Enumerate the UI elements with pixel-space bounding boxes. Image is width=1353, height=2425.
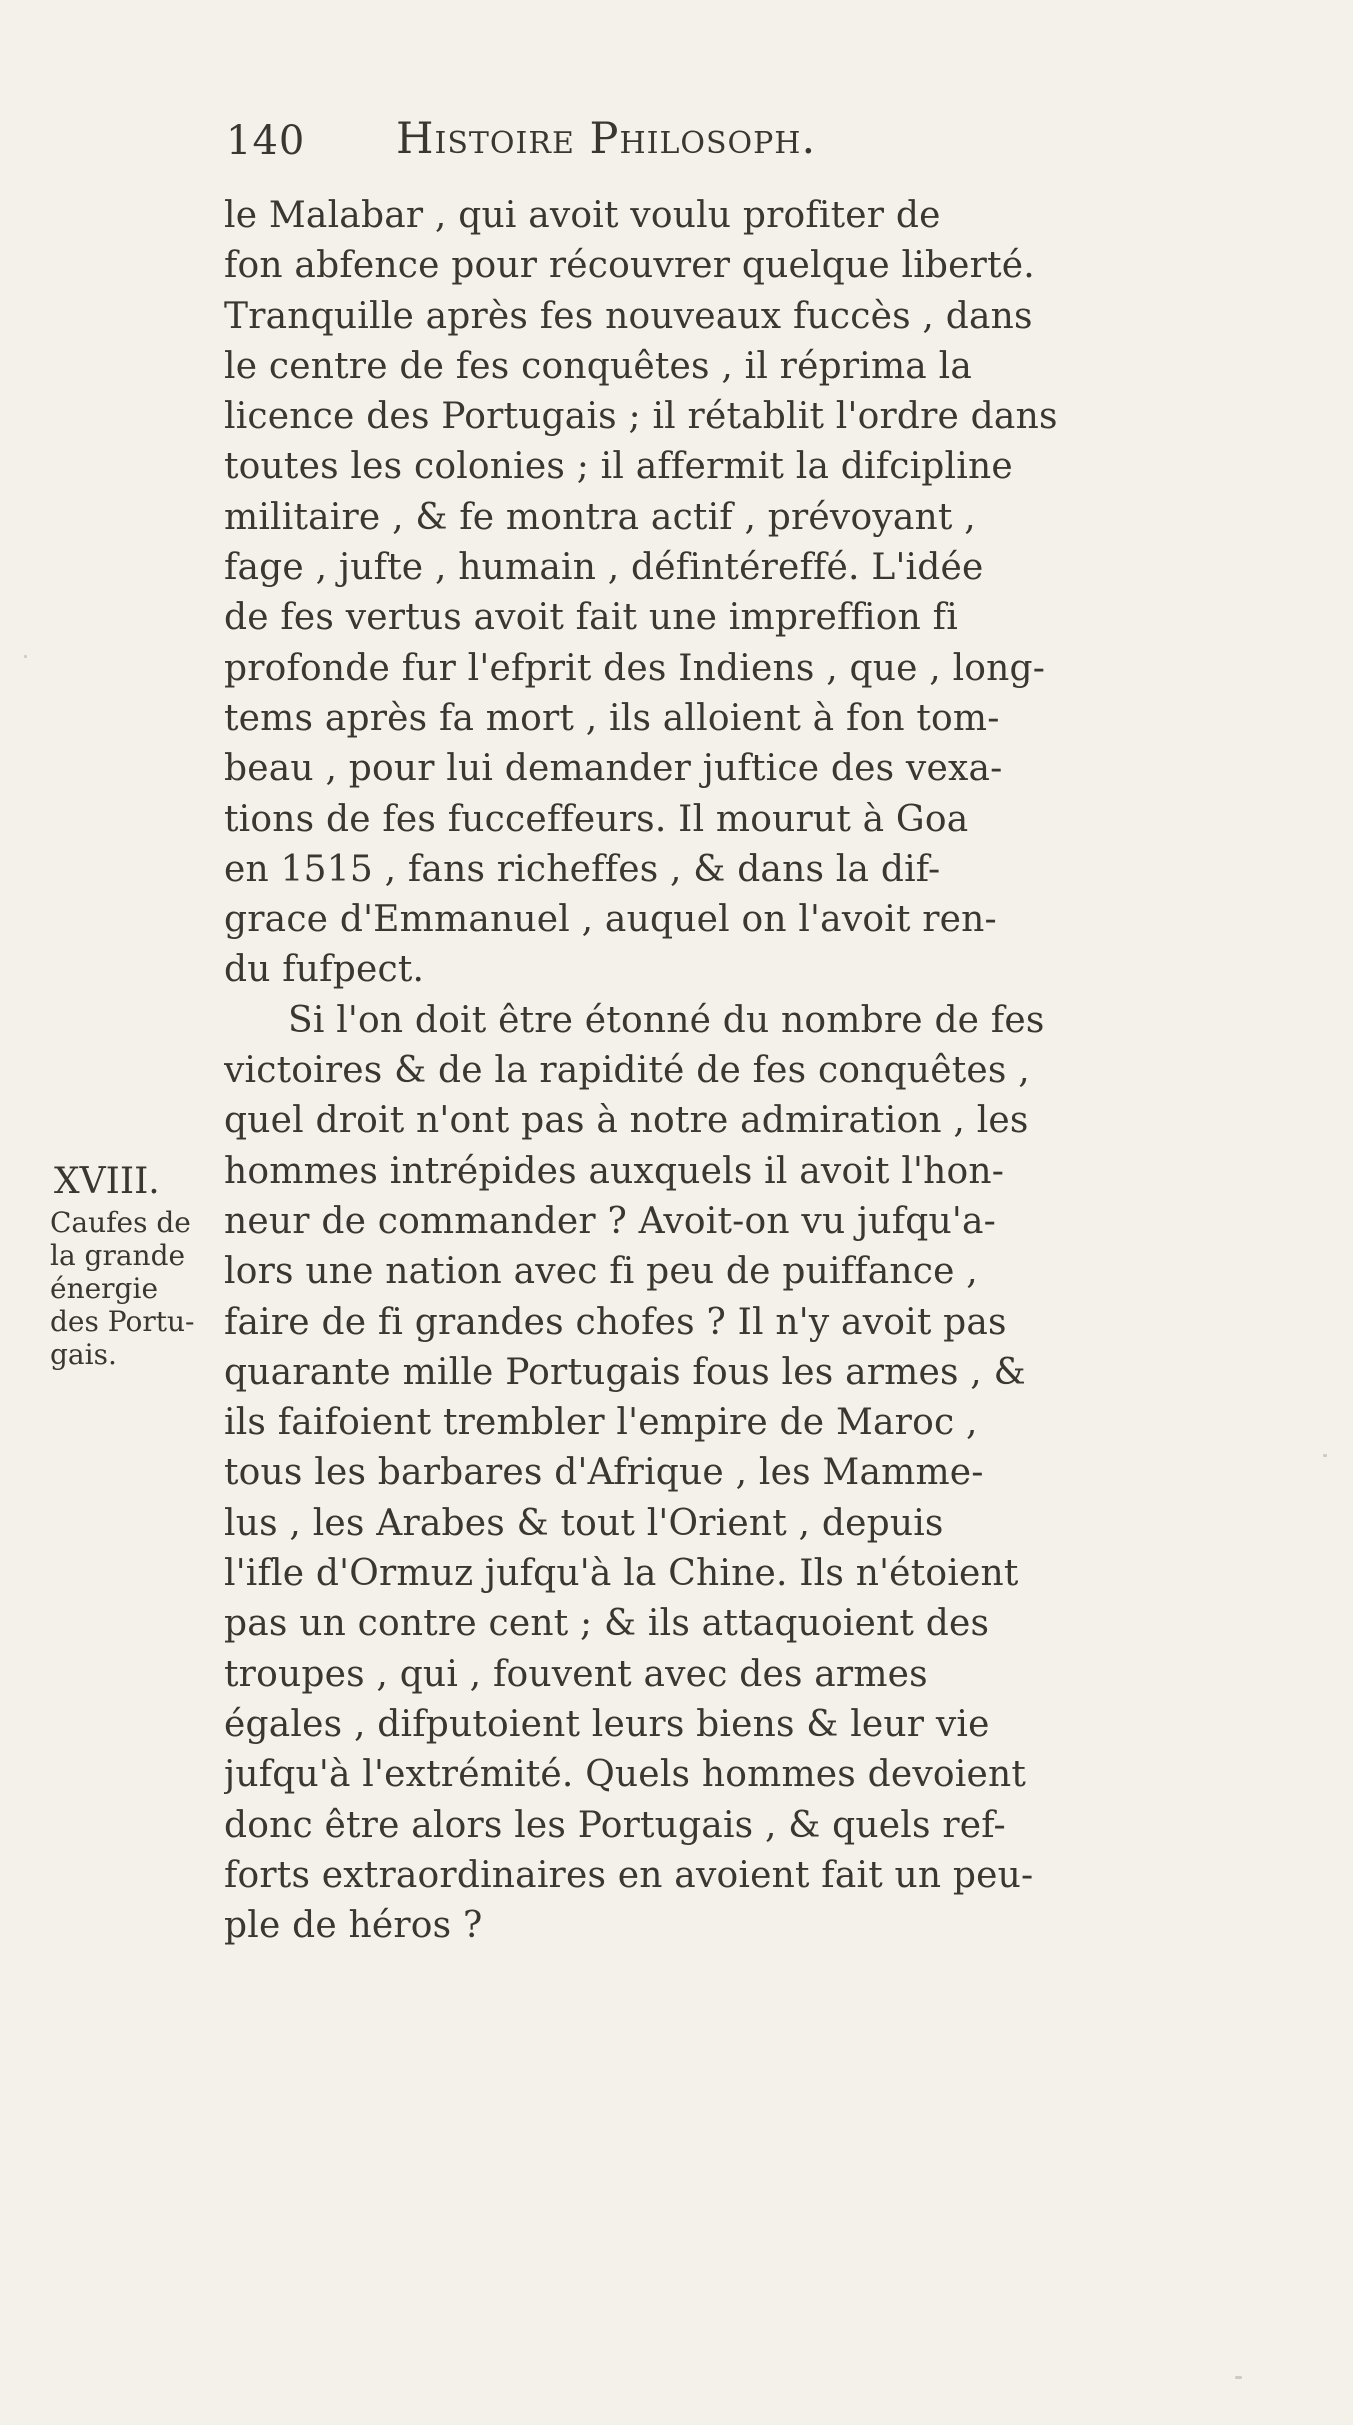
text-line: tems après fa mort , ils alloient à fon tom- xyxy=(224,697,1000,739)
text-line: grace d'Emmanuel , auquel on l'avoit ren- xyxy=(224,899,997,941)
body-text xyxy=(224,191,1269,1951)
text-line: de fes vertus avoit fait une impreffion fi xyxy=(224,597,958,639)
text-line: le centre de fes conquêtes , il réprima la xyxy=(224,345,972,387)
text-line: quarante mille Portugais fous les armes , & xyxy=(224,1351,1026,1393)
text-line: toutes les colonies ; il affermit la difcipline xyxy=(224,446,1013,488)
text-line: faire de fi grandes chofes ? Il n'y avoit pas xyxy=(224,1301,1007,1343)
text-line: donc être alors les Portugais , & quels ref- xyxy=(224,1804,1006,1846)
page-header xyxy=(226,112,1106,174)
text-line: Tranquille après fes nouveaux fuccès , dans xyxy=(224,295,1033,337)
text-line: neur de commander ? Avoit-on vu jufqu'a- xyxy=(224,1200,997,1242)
text-line: beau , pour lui demander juftice des vexa- xyxy=(224,748,1003,790)
paper-speck xyxy=(24,655,27,658)
text-line: licence des Portugais ; il rétablit l'ordre dans xyxy=(224,396,1058,438)
text-line: militaire , & fe montra actif , prévoyant , xyxy=(224,496,976,538)
text-line: tions de fes fucceffeurs. Il mourut à Goa xyxy=(224,798,969,840)
text-line: en 1515 , fans richeffes , & dans la dif- xyxy=(224,848,941,890)
text-line: l'ifle d'Ormuz jufqu'à la Chine. Ils n'étoient xyxy=(224,1553,1019,1595)
text-line: égales , difputoient leurs biens & leur vie xyxy=(224,1703,990,1745)
text-line: fage , jufte , humain , défintéreffé. L'idée xyxy=(224,547,984,589)
page-number: 140 xyxy=(226,118,306,164)
margin-note-line: la grande xyxy=(50,1239,186,1272)
text-line: ils faifoient trembler l'empire de Maroc , xyxy=(224,1402,978,1444)
text-line: le Malabar , qui avoit voulu profiter de xyxy=(224,195,941,236)
margin-note-line: gais. xyxy=(50,1338,117,1371)
text-line: hommes intrépides auxquels il avoit l'hon- xyxy=(224,1150,1005,1192)
text-line: du fufpect. xyxy=(224,949,425,991)
text-line: tous les barbares d'Afrique , les Mamme- xyxy=(224,1452,984,1494)
margin-note-line: des Portu- xyxy=(50,1305,195,1338)
paragraph-start-line: Si l'on doit être étonné du nombre de fes xyxy=(288,999,1045,1041)
running-title: Histoire Philosoph. xyxy=(396,114,817,164)
paper-speck xyxy=(1235,2376,1242,2379)
text-line: jufqu'à l'extrémité. Quels hommes devoient xyxy=(224,1754,1027,1796)
text-line: pas un contre cent ; & ils attaquoient des xyxy=(224,1603,990,1645)
text-line: ple de héros ? xyxy=(224,1905,483,1947)
text-line: lors une nation avec fi peu de puiffance , xyxy=(224,1251,978,1293)
text-line: fon abfence pour récouvrer quelque liberté. xyxy=(224,245,1035,287)
text-line: forts extraordinaires en avoient fait un peu- xyxy=(224,1854,1034,1896)
margin-note-line: Caufes de xyxy=(50,1206,191,1239)
text-line: troupes , qui , fouvent avec des armes xyxy=(224,1653,928,1695)
text-line: lus , les Arabes & tout l'Orient , depuis xyxy=(224,1502,944,1544)
margin-note-line: énergie xyxy=(50,1272,159,1305)
section-number: XVIII. xyxy=(54,1161,160,1202)
text-line: quel droit n'ont pas à notre admiration , les xyxy=(224,1100,1029,1142)
text-line: profonde fur l'efprit des Indiens , que , long- xyxy=(224,647,1046,689)
margin-note xyxy=(50,1158,225,1371)
paper-speck xyxy=(1323,1454,1327,1457)
text-line: victoires & de la rapidité de fes conquêtes , xyxy=(224,1050,1030,1092)
